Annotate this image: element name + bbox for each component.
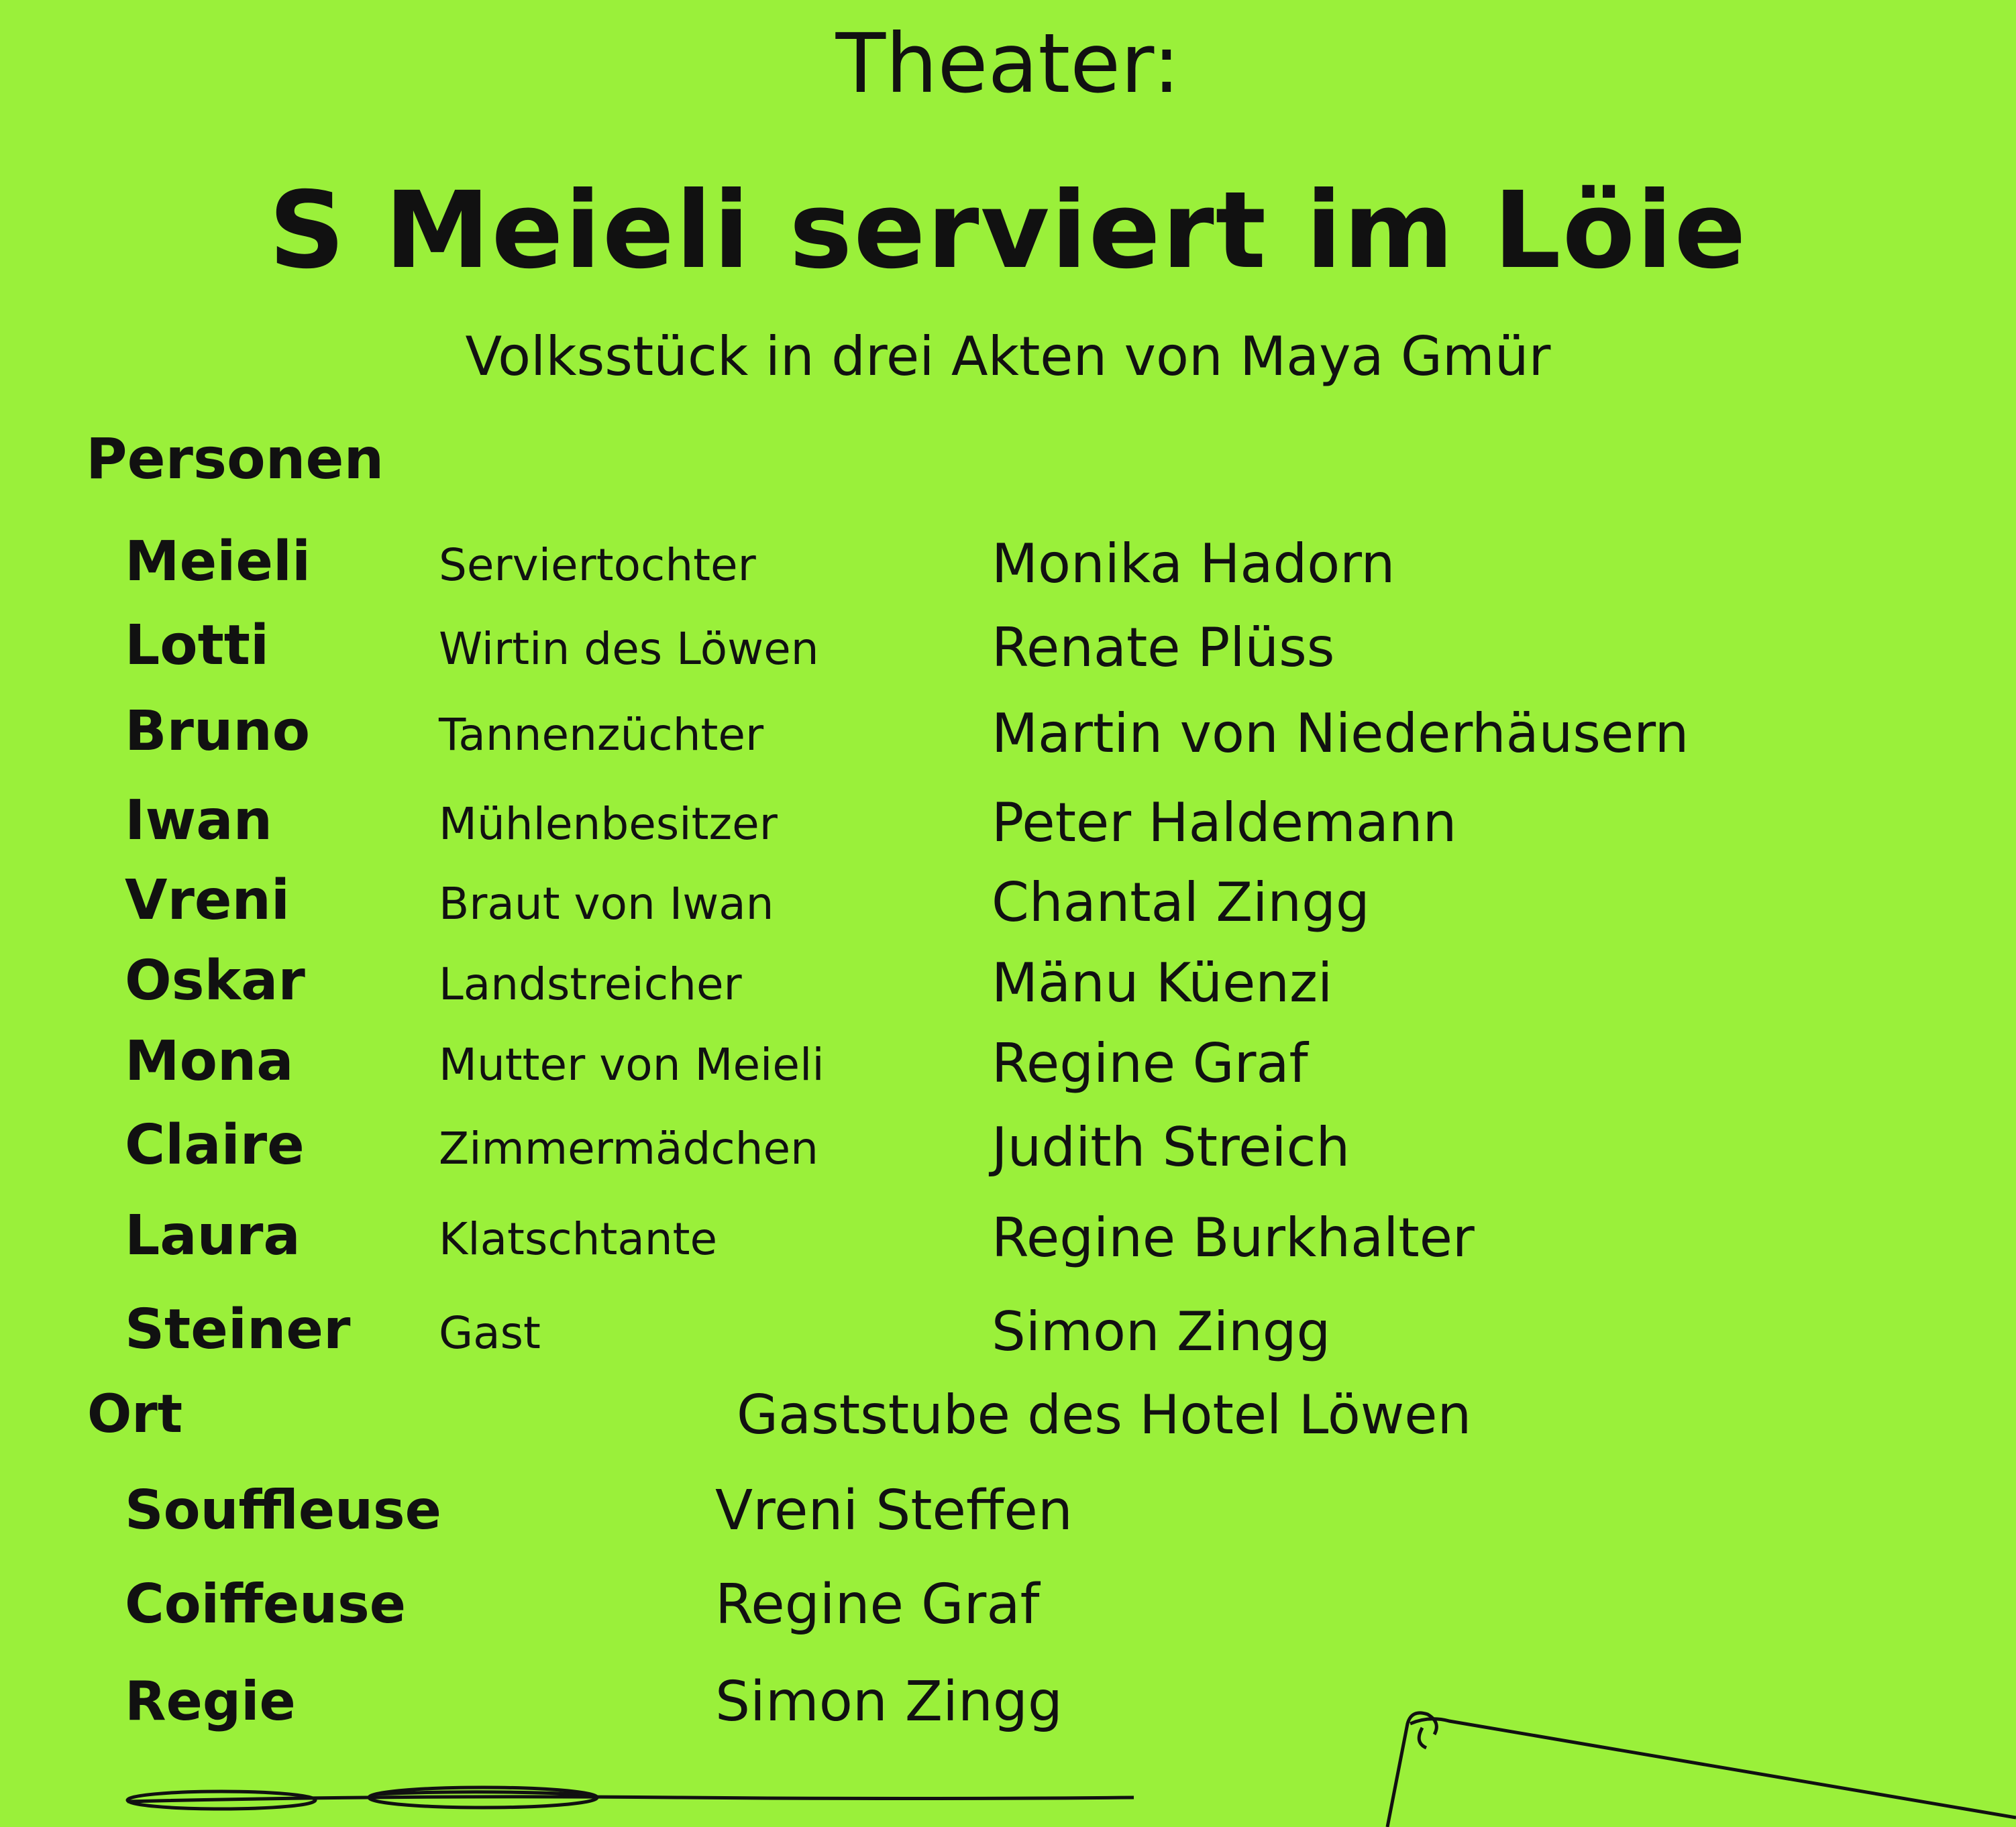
character-role: Mutter von Meieli — [439, 1039, 825, 1091]
crew-member: Simon Zingg — [715, 1670, 1063, 1734]
character-name: Laura — [125, 1204, 301, 1268]
actor-name: Monika Hadorn — [992, 533, 1395, 595]
actor-name: Regine Graf — [992, 1032, 1308, 1095]
actor-name: Renate Plüss — [992, 616, 1335, 679]
actor-name: Martin von Niederhäusern — [992, 702, 1689, 765]
character-name: Iwan — [125, 789, 272, 852]
character-name: Mona — [125, 1030, 294, 1093]
actor-name: Peter Haldemann — [992, 791, 1457, 854]
character-name: Vreni — [125, 869, 290, 932]
personen-heading: Personen — [86, 426, 384, 492]
actor-name: Simon Zingg — [992, 1300, 1331, 1363]
play-title: S Meieli serviert im Löie — [268, 169, 1748, 292]
character-role: Mühlenbesitzer — [439, 798, 778, 850]
character-name: Oskar — [125, 949, 305, 1013]
character-role: Serviertochter — [439, 539, 756, 591]
crew-role: Coiffeuse — [125, 1573, 406, 1635]
kicker-heading: Theater: — [835, 16, 1181, 111]
character-name: Claire — [125, 1113, 305, 1177]
crew-member: Regine Graf — [715, 1573, 1040, 1637]
ort-value: Gaststube des Hotel Löwen — [737, 1384, 1472, 1446]
crew-role: Souffleuse — [125, 1479, 441, 1541]
parchment-scroll-icon — [1387, 1713, 2016, 1827]
character-name: Bruno — [125, 700, 311, 763]
character-role: Zimmermädchen — [439, 1123, 818, 1174]
character-name: Steiner — [125, 1298, 351, 1362]
character-role: Gast — [439, 1307, 541, 1359]
actor-name: Judith Streich — [992, 1116, 1350, 1178]
actor-name: Regine Burkhalter — [992, 1207, 1475, 1269]
actor-name: Chantal Zingg — [992, 871, 1370, 934]
character-role: Tannenzüchter — [439, 709, 764, 761]
scroll-ornament-line — [127, 1787, 1134, 1809]
character-role: Landstreicher — [439, 958, 742, 1010]
crew-member: Vreni Steffen — [715, 1479, 1073, 1543]
character-role: Wirtin des Löwen — [439, 623, 819, 675]
character-name: Meieli — [125, 530, 311, 594]
character-name: Lotti — [125, 614, 270, 677]
ort-label: Ort — [87, 1384, 183, 1445]
character-role: Braut von Iwan — [439, 878, 774, 930]
play-subtitle: Volksstück in drei Akten von Maya Gmür — [465, 325, 1551, 388]
character-role: Klatschtante — [439, 1213, 718, 1265]
actor-name: Mänu Küenzi — [992, 952, 1333, 1014]
crew-role: Regie — [125, 1670, 296, 1732]
